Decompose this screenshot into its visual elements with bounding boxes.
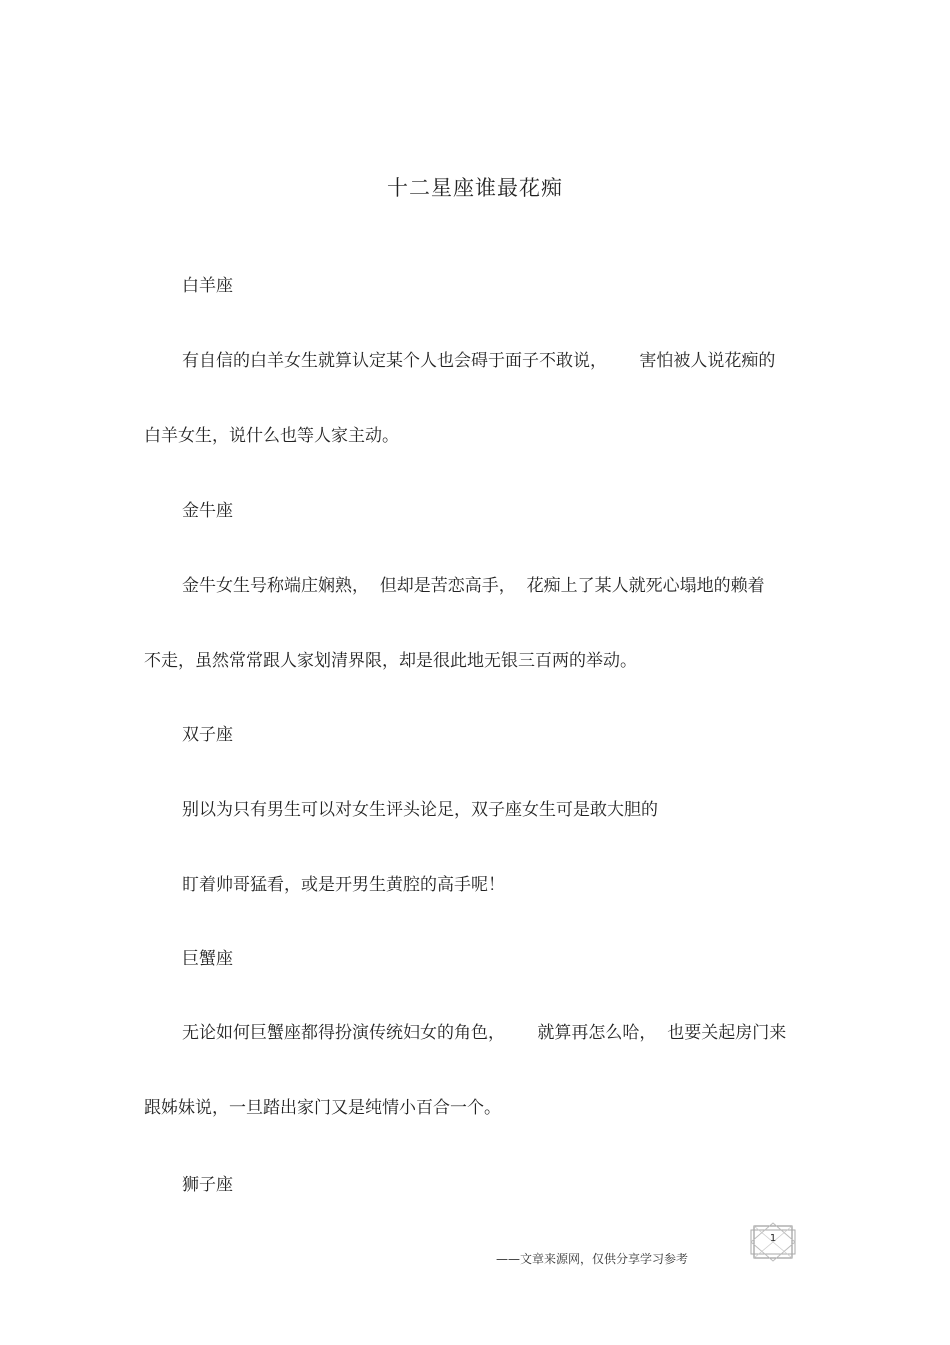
heading-leo: 狮子座: [182, 1175, 233, 1195]
paragraph-line: 盯着帅哥猛看，或是开男生黄腔的高手呢！: [182, 875, 505, 895]
footer-source-note: ——文章来源网，仅供分享学习参考: [496, 1252, 689, 1266]
heading-aries: 白羊座: [182, 276, 233, 296]
paragraph-line: 金牛女生号称端庄娴熟， 但却是苦恋高手， 花痴上了某人就死心塌地的赖着: [182, 576, 765, 596]
page-title: 十二星座谁最花痴: [387, 176, 563, 200]
page-number: 1: [769, 1233, 777, 1244]
paragraph-line: 别以为只有男生可以对女生评头论足，双子座女生可是敢大胆的: [182, 800, 658, 820]
page-number-badge: [748, 1222, 798, 1262]
heading-cancer: 巨蟹座: [182, 949, 233, 969]
heading-gemini: 双子座: [182, 725, 233, 745]
paragraph-line: 不走，虽然常常跟人家划清界限，却是很此地无银三百两的举动。: [144, 651, 637, 671]
paragraph-line: 有自信的白羊女生就算认定某个人也会碍于面子不敢说， 害怕被人说花痴的: [182, 351, 776, 371]
heading-taurus: 金牛座: [182, 501, 233, 521]
paragraph-line: 无论如何巨蟹座都得扮演传统妇女的角色， 就算再怎么哈， 也要关起房门来: [182, 1023, 787, 1043]
paragraph-line: 跟姊妹说，一旦踏出家门又是纯情小百合一个。: [144, 1098, 501, 1118]
paragraph-line: 白羊女生，说什么也等人家主动。: [144, 426, 399, 446]
